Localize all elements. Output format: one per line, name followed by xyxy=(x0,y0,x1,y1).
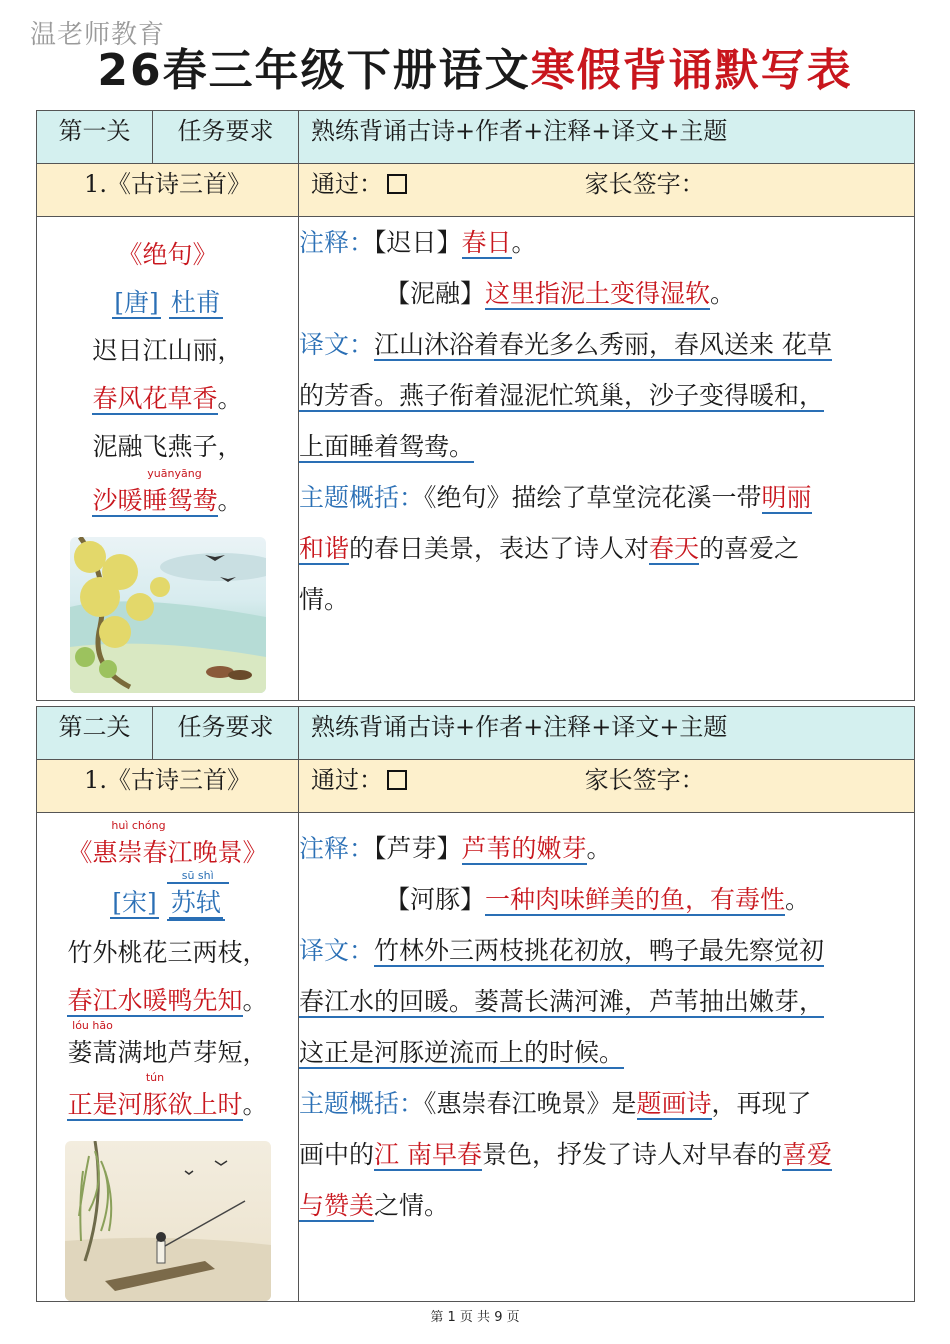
poem-line: 竹外桃花三两枝， xyxy=(67,938,268,967)
notes-cell xyxy=(299,217,915,701)
poem-line-blank: 欲上时 xyxy=(167,1090,243,1119)
section-1-table xyxy=(36,110,915,701)
pinyin-annotation: huì chóng xyxy=(111,819,166,832)
theme-text: 情。 xyxy=(299,585,350,614)
poem-illustration xyxy=(65,1141,271,1301)
pinyin-annotation: sū shì xyxy=(167,869,229,884)
theme-text: 的喜爱之 xyxy=(699,534,800,563)
translation-row xyxy=(299,370,914,421)
note-term: 【泥融】 xyxy=(385,279,486,308)
pass-checkbox[interactable] xyxy=(387,174,407,194)
theme-blank: 喜爱 xyxy=(781,1140,832,1169)
punct: 。 xyxy=(217,486,243,515)
note-term: 【芦芽】 xyxy=(374,834,462,863)
punct: 。 xyxy=(710,279,736,308)
note-meaning: 一种肉味鲜美的鱼，有毒性 xyxy=(485,885,786,914)
notes-cell xyxy=(299,813,915,1302)
punct: 。 xyxy=(242,1090,268,1119)
poem-title: 《绝句》 xyxy=(117,240,218,269)
poem-dynasty: [唐] xyxy=(114,288,159,317)
poem-line-blank: 正是河 xyxy=(67,1090,143,1119)
parent-sign-label: 家长签字： xyxy=(584,766,705,794)
poem-title xyxy=(37,819,298,869)
theme-text: 《惠崇春江晚景》是 xyxy=(424,1089,637,1118)
theme-row xyxy=(299,523,914,574)
theme-text: 《绝句》描绘了草堂浣花溪一带 xyxy=(424,483,762,512)
theme-blank: 江 南早春 xyxy=(374,1140,482,1169)
translation-row xyxy=(299,976,914,1027)
title-part: 崇 xyxy=(117,838,143,867)
poem-line xyxy=(37,1019,298,1069)
theme-text: 之情。 xyxy=(374,1191,450,1220)
theme-text: 的春日美景，表达了诗人对 xyxy=(349,534,650,563)
lesson-label: 1.《古诗三首》 xyxy=(37,760,299,813)
punct: 。 xyxy=(586,834,612,863)
theme-text: 景色，抒发了诗人对早春的 xyxy=(481,1140,782,1169)
note-row xyxy=(299,217,914,268)
poem-line-blank: 春风花草香 xyxy=(92,384,218,413)
translation-row xyxy=(299,421,914,472)
task-text: 熟练背诵古诗+作者+注释+译文+主题 xyxy=(299,707,915,760)
task-label: 任务要求 xyxy=(153,707,299,760)
translation-row xyxy=(299,1027,914,1078)
theme-blank: 和谐 xyxy=(299,534,350,563)
note-meaning: 芦苇的嫩芽 xyxy=(461,834,587,863)
task-text: 熟练背诵古诗+作者+注释+译文+主题 xyxy=(299,111,915,164)
title-part: 春江晚景》 xyxy=(142,838,268,867)
note-row xyxy=(299,823,914,874)
theme-blank: 明丽 xyxy=(761,483,812,512)
note-row xyxy=(299,268,914,319)
theme-blank: 春天 xyxy=(649,534,700,563)
note-meaning: 春日 xyxy=(461,228,512,257)
theme-label: 主题概括： xyxy=(299,483,425,512)
theme-row xyxy=(299,1129,914,1180)
watermark: 温老师教育 xyxy=(30,20,166,50)
poem-line-blank: 沙暖睡鸳鸯 xyxy=(92,486,218,515)
translation-line: 这正是河豚逆流而上的时候。 xyxy=(299,1038,625,1067)
translation-line: 春江水的回暖。蒌蒿长满河滩，芦苇抽出嫩芽， xyxy=(299,987,825,1016)
theme-label: 主题概括： xyxy=(299,1089,425,1118)
theme-text: ，再现了 xyxy=(711,1089,812,1118)
pinyin-annotation: tún xyxy=(145,1071,165,1084)
translation-line: 的芳香。燕子衔着湿泥忙筑巢，沙子变得暖和， xyxy=(299,381,825,410)
theme-blank: 题画诗 xyxy=(636,1089,712,1118)
task-label: 任务要求 xyxy=(153,111,299,164)
punct: 。 xyxy=(511,228,537,257)
theme-row xyxy=(299,574,914,625)
poem-author xyxy=(37,869,298,921)
poem-line: 迟日江山丽， xyxy=(92,336,243,365)
poem-cell xyxy=(37,813,299,1302)
poem-line xyxy=(37,379,298,415)
poem-author xyxy=(37,283,298,319)
level-label: 第二关 xyxy=(37,707,153,760)
title-main: 26春三年级下册语文 xyxy=(97,45,531,96)
note-label: 注释： xyxy=(299,834,375,863)
note-label: 注释： xyxy=(299,228,375,257)
punct: 。 xyxy=(242,986,268,1015)
theme-row xyxy=(299,1078,914,1129)
parent-sign-label: 家长签字： xyxy=(584,170,705,198)
pass-sign-row xyxy=(299,164,915,217)
theme-blank: 与赞美 xyxy=(299,1191,375,1220)
poem-text: 满地芦芽短， xyxy=(117,1038,268,1067)
page-footer: 第 1 页 共 9 页 xyxy=(430,1310,520,1325)
translation-line: 竹林外三两枝挑花初放，鸭子最先察觉初 xyxy=(374,936,825,965)
translation-row xyxy=(299,319,914,370)
punct: 。 xyxy=(785,885,811,914)
translation-row xyxy=(299,925,914,976)
section-2-table xyxy=(36,706,915,1302)
pass-checkbox[interactable] xyxy=(387,770,407,790)
level-label: 第一关 xyxy=(37,111,153,164)
poem-line: 泥融飞燕子， xyxy=(92,432,243,461)
title-part: 《惠 xyxy=(67,838,118,867)
title-highlight: 寒假背诵默写表 xyxy=(530,45,853,96)
note-row xyxy=(299,874,914,925)
translation-line: 江山沐浴着春光多么秀丽，春风送来 花草 xyxy=(374,330,832,359)
poem-line-blank: 春江水暖鸭先知 xyxy=(67,986,243,1015)
punct: 。 xyxy=(217,384,243,413)
pass-sign-row xyxy=(299,760,915,813)
poem-dynasty: [宋] xyxy=(112,888,157,917)
poem-cell xyxy=(37,217,299,701)
poem-illustration xyxy=(70,537,266,693)
theme-row xyxy=(299,1180,914,1231)
poem-text: 蒌蒿 xyxy=(67,1038,118,1067)
poem-line-blank: 豚 xyxy=(142,1090,168,1119)
note-term: 【河豚】 xyxy=(385,885,486,914)
note-term: 【迟日】 xyxy=(374,228,462,257)
translation-line: 上面睡着鸳鸯。 xyxy=(299,432,475,461)
pass-label: 通过： xyxy=(311,766,383,794)
translation-label: 译文： xyxy=(299,936,375,965)
poem-line xyxy=(37,467,298,517)
poem-author-name: 苏轼 xyxy=(170,888,221,917)
lesson-label: 1.《古诗三首》 xyxy=(37,164,299,217)
pinyin-annotation: yuānyāng xyxy=(147,467,202,480)
theme-text: 画中的 xyxy=(299,1140,375,1169)
poem-author-name: 杜甫 xyxy=(170,288,221,317)
translation-label: 译文： xyxy=(299,330,375,359)
note-meaning: 这里指泥土变得湿软 xyxy=(485,279,711,308)
pinyin-annotation: lóu hāo xyxy=(72,1019,113,1032)
pass-label: 通过： xyxy=(311,170,383,198)
theme-row xyxy=(299,472,914,523)
poem-line xyxy=(37,1071,298,1121)
poem-line xyxy=(37,981,298,1017)
page-title xyxy=(0,34,950,98)
